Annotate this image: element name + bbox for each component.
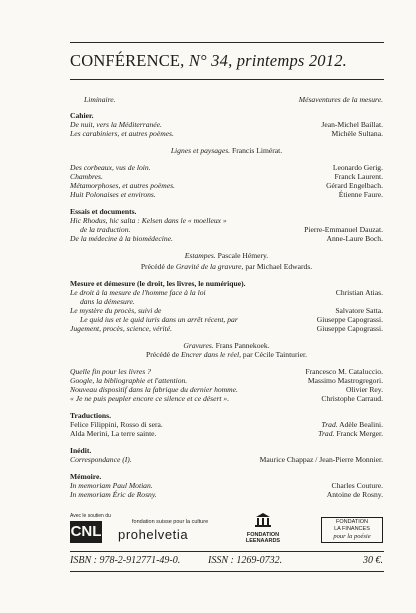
sponsor-logos — [70, 513, 383, 547]
toc-entry-title: Inédit. — [70, 446, 92, 455]
toc-entry-author: Jean-Michel Baillat. — [321, 120, 383, 129]
toc-entry — [70, 490, 383, 500]
toc-entry-title: Jugement, procès, science, vérité. — [70, 324, 172, 333]
toc-entry — [70, 429, 383, 439]
centered-part: par Michael Edwards. — [243, 262, 313, 271]
toc-entry-title: In memoriam Éric de Rosny. — [70, 490, 157, 499]
fin-line2: LA FINANCES — [334, 526, 370, 532]
footer-rule-top — [70, 551, 384, 552]
toc-entry-title: Alda Merini, La terre sainte. — [70, 429, 157, 438]
toc-entry — [70, 234, 383, 244]
prohelvetia-label: fondation suisse pour la culture — [132, 519, 209, 525]
toc-entry-author: Gérard Engelbach. — [326, 181, 383, 190]
toc-entry-title: Métamorphoses, et autres poèmes. — [70, 181, 175, 190]
title-rule — [70, 79, 384, 80]
toc-entry — [70, 129, 383, 139]
centered-part: Pascale Hémery. — [215, 251, 269, 260]
toc-entry-author: Giuseppe Capograssi. — [316, 315, 383, 324]
toc-centered-entry — [70, 455, 383, 465]
toc-entry-title: Google, la bibliographie et l'attention. — [70, 376, 188, 385]
centered-part: Précédé de — [140, 262, 176, 271]
centered-part: par Cécile Tainturier. — [241, 350, 307, 359]
toc-entry-author: Christophe Carraud. — [321, 394, 383, 403]
toc-entry-title: Le quid ius et le quid iuris dans un arrêt récent, par — [80, 315, 238, 324]
toc-entry-author: Mésaventures de la mesure. — [298, 95, 383, 104]
toc-entry-title: Chambres. — [70, 172, 103, 181]
isbn: ISBN : 978-2-912771-49-0. — [70, 555, 181, 566]
toc-entry-title: Les carabiniers, et autres poèmes. — [70, 129, 174, 138]
centered-part: Maurice Chappaz / Jean-Pierre Monnier. — [259, 455, 383, 464]
centered-part: Encrer dans le réel, — [181, 350, 242, 359]
toc-entry-author: Trad. Franck Merger. — [318, 429, 383, 438]
fin-line3: pour la poésie — [333, 533, 371, 540]
toc-entry-title: Huit Polonaises et environs. — [70, 190, 156, 199]
toc-entry-author: Olivier Rey. — [345, 385, 383, 394]
toc-entry-author: Massimo Mastrogregori. — [307, 376, 383, 385]
toc-entry-title: Le mystère du procès, suivi de — [70, 306, 162, 315]
centered-part: Francis Limérat. — [230, 146, 283, 155]
fin-line1: FONDATION — [336, 519, 368, 525]
toc-entry-author: Salvatore Satta. — [335, 306, 383, 315]
centered-part: Gravures. — [183, 341, 214, 350]
cnl-label: Avec le soutien du — [70, 513, 111, 519]
toc-entry-author: Étienne Faure. — [338, 190, 383, 199]
toc-entry-title: Mesure et démesure (le droit, les livres, le numérique). — [70, 279, 246, 288]
toc-entry-author: Michèle Sultana. — [331, 129, 383, 138]
toc-entry-author: Pierre-Emmanuel Dauzat. — [304, 225, 383, 234]
cnl-mark: CNL — [70, 521, 102, 543]
prohelvetia-mark: prohelvetia — [118, 527, 189, 542]
toc-entry — [70, 190, 383, 200]
leenaards-line1: FONDATION — [246, 532, 280, 538]
toc-entry-title: In memoriam Paul Motian. — [70, 481, 153, 490]
toc-entry-title: Des corbeaux, vus de loin. — [70, 163, 151, 172]
toc-entry-title: Essais et documents. — [70, 207, 137, 216]
leenaards-logo — [240, 513, 286, 544]
toc-centered-entry — [70, 251, 383, 261]
toc-entry-author: Leonardo Gerig. — [332, 163, 383, 172]
toc-entry-title: Traductions. — [70, 411, 111, 420]
toc-entry-author: Giuseppe Capograssi. — [316, 324, 383, 333]
toc-entry-title: de la traduction. — [80, 225, 131, 234]
toc-entry-title: Felice Filippini, Rosso di sera. — [70, 420, 163, 429]
toc-entry-author: Anne-Laure Boch. — [326, 234, 383, 243]
centered-part: Précédé de — [146, 350, 181, 359]
issn: ISSN : 1269-0732. — [208, 555, 283, 566]
centered-part: Lignes et paysages. — [170, 146, 231, 155]
prohelvetia-logo — [118, 519, 228, 542]
toc-entry-title: Liminaire. — [84, 95, 116, 104]
centered-part: Estampes. — [184, 251, 216, 260]
centered-part: Gravité de la gravure, — [175, 262, 244, 271]
toc-entry — [70, 394, 383, 404]
top-rule — [70, 42, 384, 43]
fondation-finances-logo — [321, 517, 383, 543]
toc-entry-author: Charles Couture. — [331, 481, 383, 490]
toc-entry-author: Christian Atias. — [335, 288, 383, 297]
footer — [70, 555, 383, 569]
toc-centered-entry — [70, 146, 383, 156]
columns-icon — [254, 513, 272, 527]
toc-entry-title: De la médecine à la biomédecine. — [70, 234, 173, 243]
toc-centered-entry — [70, 262, 383, 272]
toc-entry — [70, 324, 383, 334]
toc-entry-title: « Je ne puis peupler encore ce silence et ce désert ». — [70, 394, 230, 403]
toc-entry-author: Franck Laurent. — [334, 172, 383, 181]
toc-entry — [70, 95, 383, 105]
toc-entry-title: Nouveau dispositif dans la fabrique du dernier homme. — [70, 385, 238, 394]
toc-entry-title: Quelle fin pour les livres ? — [70, 367, 151, 376]
footer-rule-bottom — [70, 571, 384, 572]
toc-entry-author: Antoine de Rosny. — [326, 490, 383, 499]
leenaards-line2: LEENAARDS — [245, 538, 281, 544]
toc-entry-title: De nuit, vers la Méditerranée. — [70, 120, 162, 129]
toc-entry-title: Cahier. — [70, 111, 94, 120]
cnl-logo — [70, 513, 112, 547]
toc-entry-author: Trad. Adèle Bealini. — [321, 420, 383, 429]
toc-entry-title: Hic Rhodus, hic salta : Kelsen dans le « moelleux » — [70, 216, 227, 225]
page-title — [70, 51, 347, 71]
toc-entry-title: Correspondance (I). — [70, 455, 132, 464]
toc-centered-entry — [70, 350, 383, 360]
toc-entry-author: Francesco M. Cataluccio. — [305, 367, 383, 376]
price: 30 €. — [363, 555, 383, 566]
title-issue: N° 34, printemps 2012. — [188, 51, 347, 70]
toc-entry-title: dans la démesure. — [80, 297, 135, 306]
centered-part: Frans Pannekoek. — [213, 341, 270, 350]
toc-entry-title: Mémoire. — [70, 472, 102, 481]
title-main: CONFÉRENCE, — [70, 51, 185, 70]
toc-entry-title: Le droit à la mesure de l'homme face à la loi — [70, 288, 206, 297]
